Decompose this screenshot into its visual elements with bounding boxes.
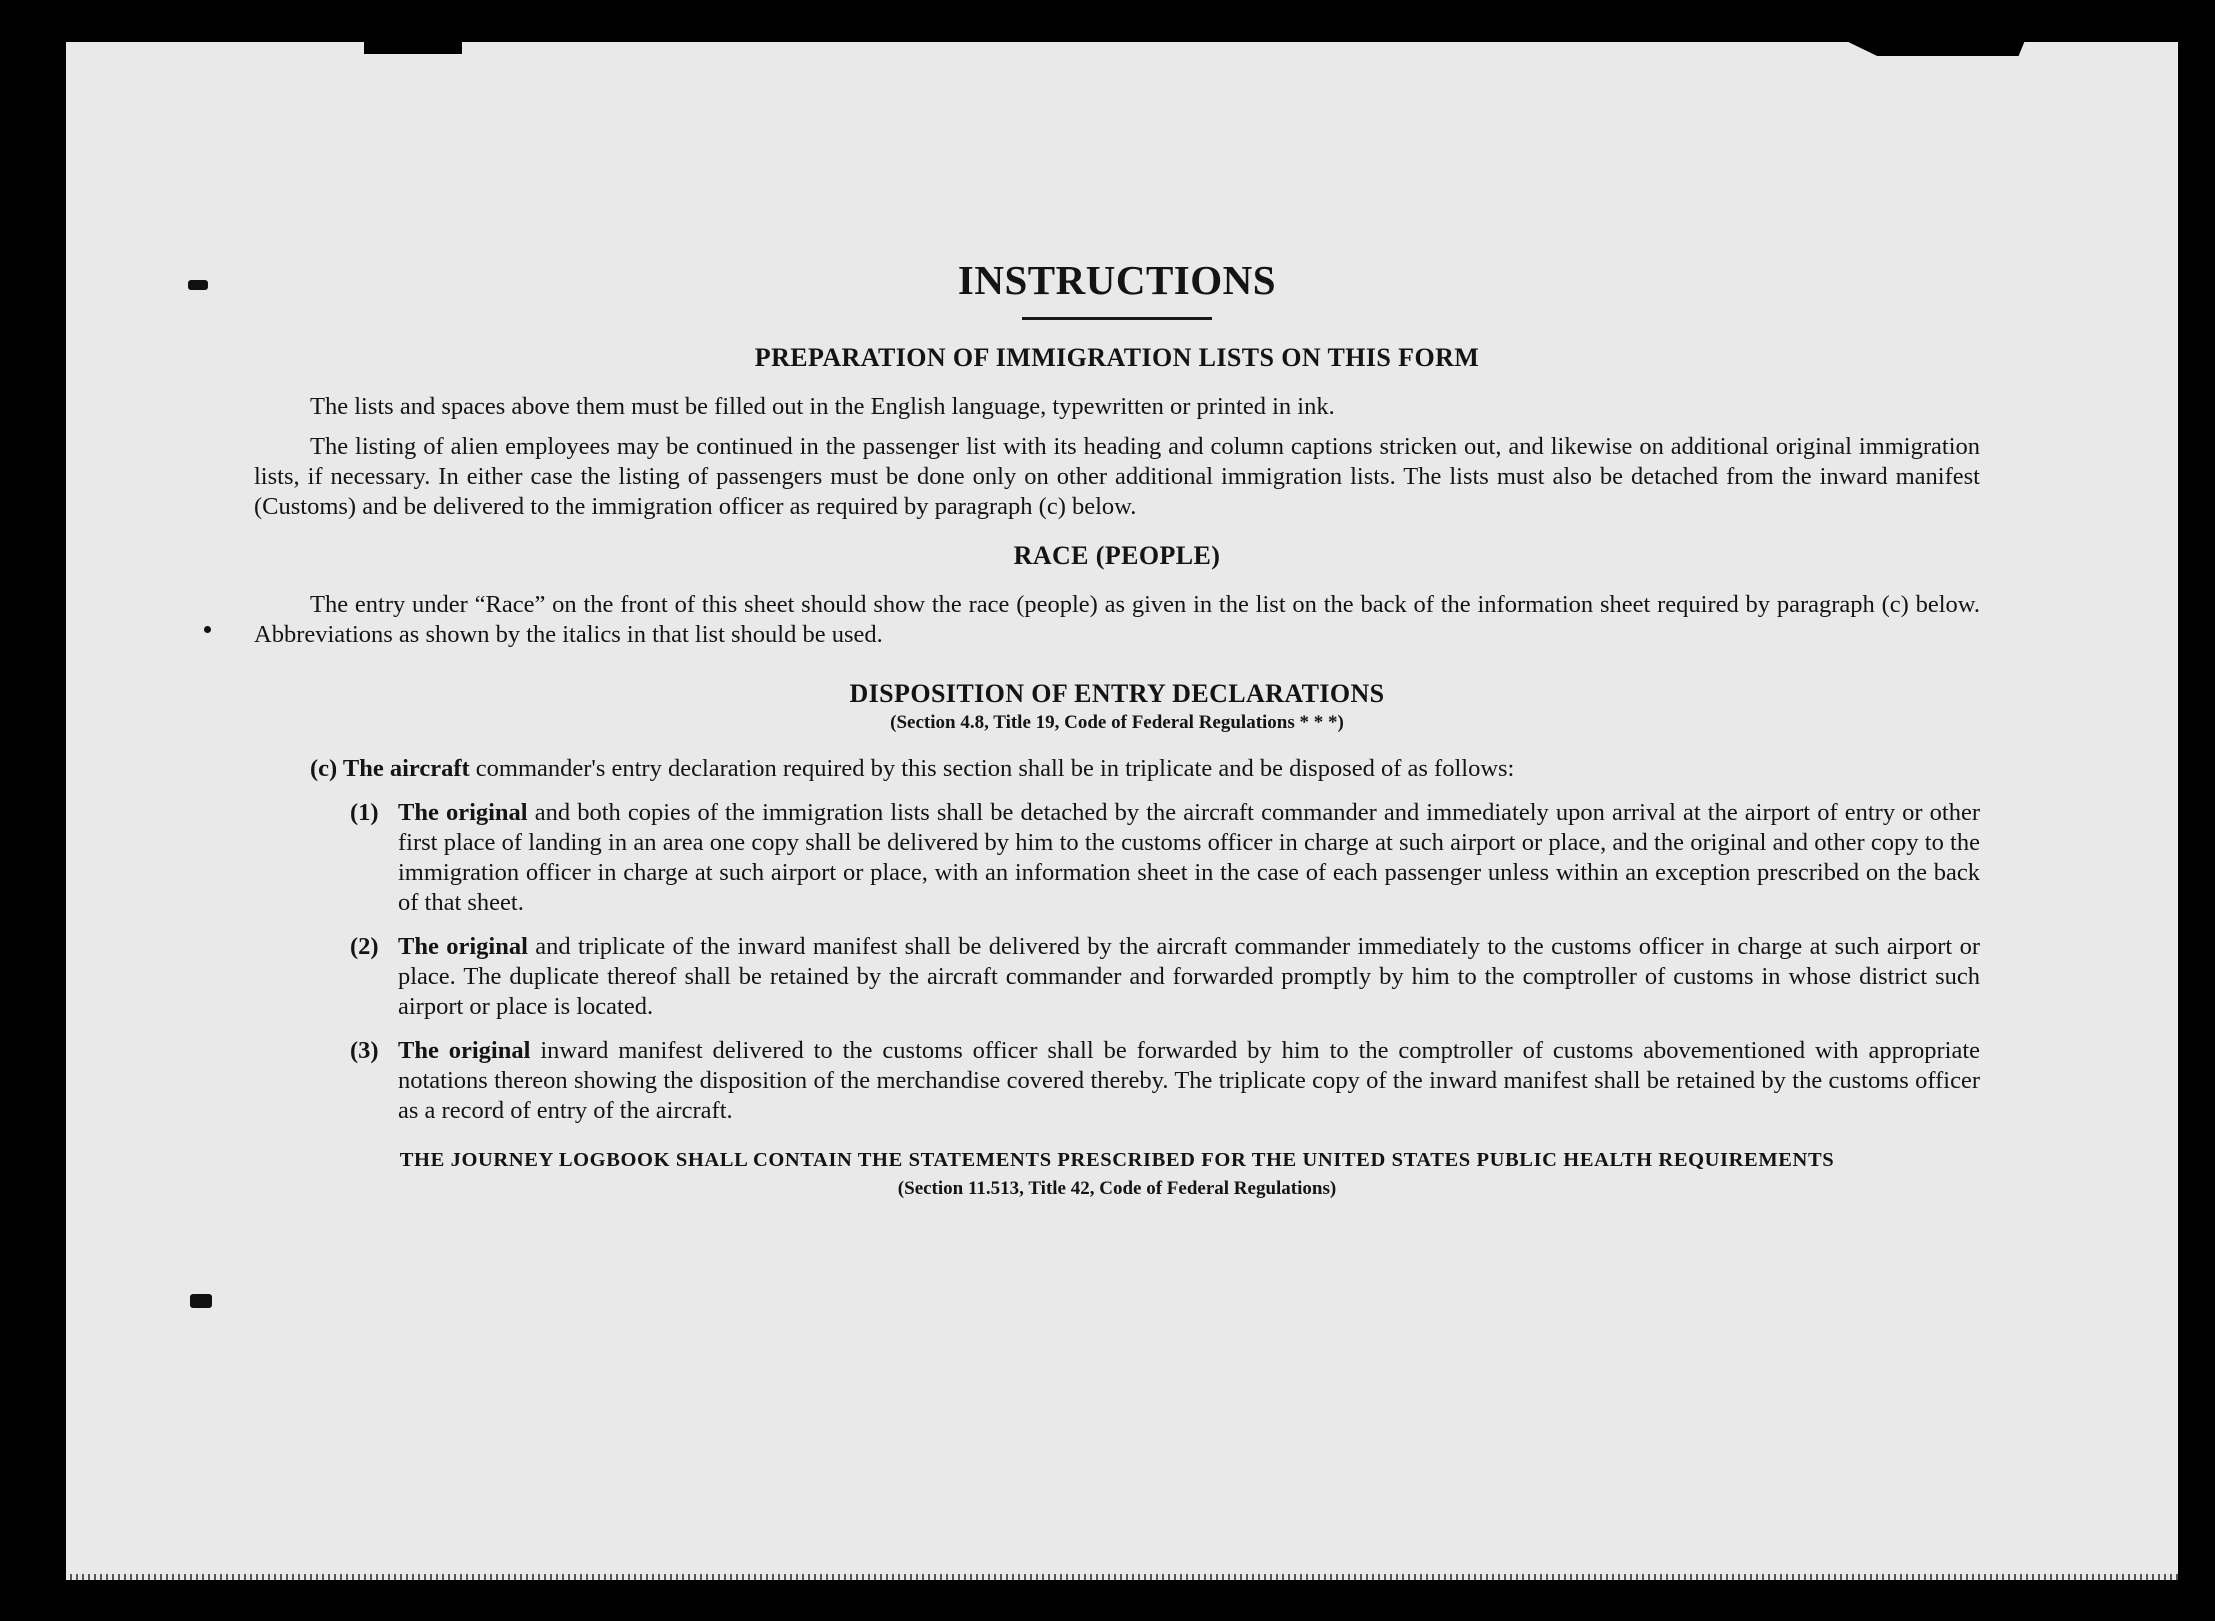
list-item-text [398, 932, 1980, 1022]
list-item [350, 798, 1980, 918]
footer-citation: (Section 11.513, Title 42, Code of Federal Regulations) [897, 1178, 1337, 1199]
list-item-lead: The original [398, 1037, 531, 1064]
list-item-body: inward manifest delivered to the customs officer shall be forwarded by him to the comptroller of customs abovementioned with appropriate notations thereon showing the disposition of the merchandise covered thereby. The triplicate copy of the inward manifest shall be retained by the customs officer as a record of entry of the aircraft. [398, 1037, 1980, 1124]
list-item-body: and triplicate of the inward manifest shall be delivered by the aircraft commander immediately to the customs officer in charge at such airport or place. The duplicate thereof shall be retained by the aircraft commander and forwarded promptly by him to the comptroller of customs in whose district such airport or place is located. [398, 933, 1981, 1020]
paragraph-lead: (c) The aircraft [310, 755, 470, 782]
page-title: INSTRUCTIONS [957, 257, 1277, 303]
section-heading-preparation: PREPARATION OF IMMIGRATION LISTS ON THIS FORM [754, 343, 1480, 372]
paragraph-body: commander's entry declaration required by this section shall be in triplicate and be disposed of as follows: [475, 755, 1515, 782]
paragraph-alien-employees: The listing of alien employees may be continued in the passenger list with its heading and column captions stricken out, and likewise on additional original immigration lists, if necessary. In either case the listing of passengers must be done only on other additional immigration lists. The lists must also be detached from the inward manifest (Customs) and be delivered to the immigration officer as required by paragraph (c) below. [254, 433, 1980, 520]
list-item-number: (3) [350, 1037, 379, 1064]
footer-logbook-statement: THE JOURNEY LOGBOOK SHALL CONTAIN THE STATEMENTS PRESCRIBED FOR THE UNITED STATES PUBLIC HEALTH REQUIREMENTS [399, 1149, 1835, 1171]
list-item-text [398, 1036, 1980, 1126]
page-tear-top-left [364, 38, 462, 54]
section-heading-disposition: DISPOSITION OF ENTRY DECLARATIONS [849, 679, 1385, 708]
list-item-number: (1) [350, 799, 379, 826]
section-citation-disposition: (Section 4.8, Title 19, Code of Federal Regulations * * *) [890, 712, 1344, 733]
paragraph-race-entry: The entry under “Race” on the front of this sheet should show the race (people) as given in the list on the back of the information sheet required by paragraph (c) below. Abbreviations as shown by the italics in that list should be used. [254, 591, 1980, 648]
list-item [350, 932, 1980, 1022]
margin-dot [204, 626, 211, 633]
title-rule [1022, 317, 1212, 320]
instructions-content [254, 255, 1980, 1202]
margin-mark [188, 280, 208, 290]
list-item-text [398, 798, 1980, 918]
paragraph-lists-language: The lists and spaces above them must be filled out in the English language, typewritten or printed in ink. [310, 393, 1335, 420]
list-item-body: and both copies of the immigration lists shall be detached by the aircraft commander and immediately upon arrival at the airport of entry or other first place of landing in an area one copy shall be delivered by him to the customs officer in charge at such airport or place, and the original and other copy to the immigration officer in charge at such airport or place, with an information sheet in the case of each passenger unless within an exception prescribed on the back of that sheet. [398, 799, 1981, 916]
list-item-number: (2) [350, 933, 379, 960]
paragraph-entry-declaration [254, 754, 1980, 784]
page-bottom-edge [66, 1574, 2178, 1580]
list-item [350, 1036, 1980, 1126]
list-item-lead: The original [398, 799, 528, 826]
page-tear-top-right [1840, 38, 2026, 56]
list-item-lead: The original [398, 933, 528, 960]
margin-mark [190, 1294, 212, 1308]
section-heading-race: RACE (PEOPLE) [1013, 541, 1221, 570]
